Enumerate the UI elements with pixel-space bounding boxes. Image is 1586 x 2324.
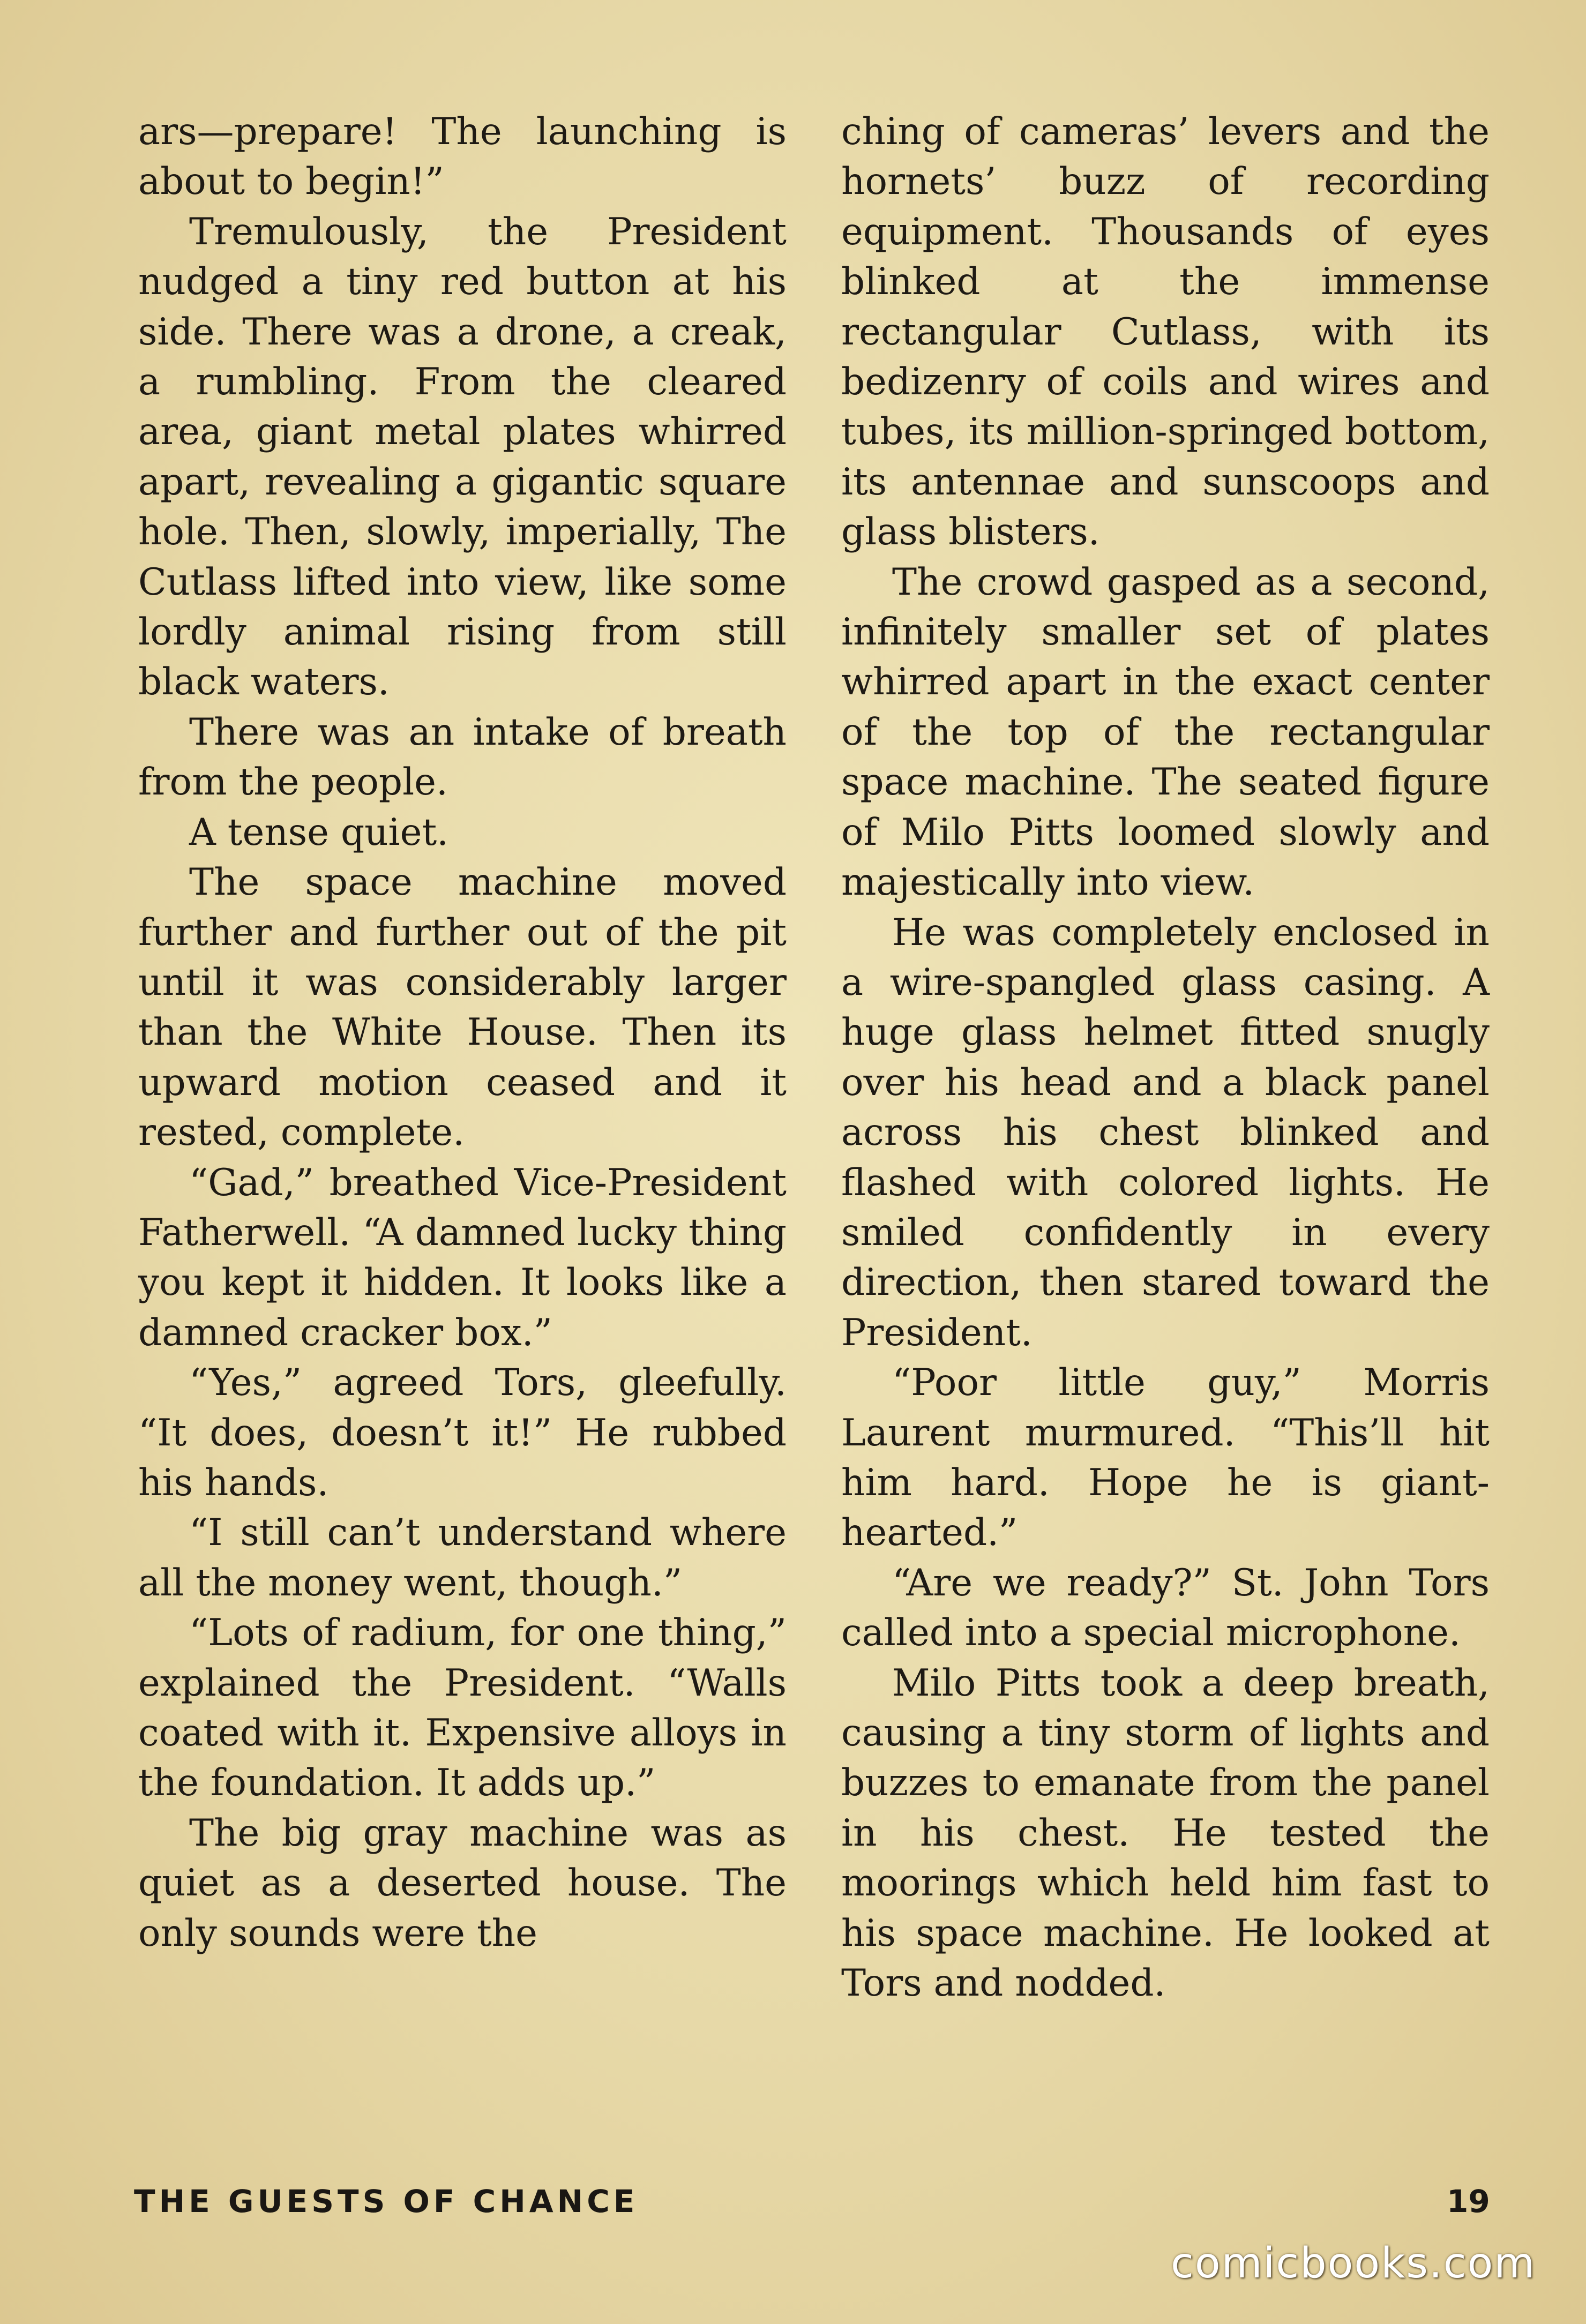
- paragraph: The crowd gasped as a second, infinitely smaller set of plates whirred apart in the exact center of the top of the rectangular space machine. The seated figure of Milo Pitts loomed slowly and majestically into view.: [841, 560, 1490, 904]
- paragraph: The big gray machine was as quiet as a deserted house. The only sounds were the: [138, 1811, 787, 1955]
- right-text-column: [841, 107, 1490, 2008]
- paragraph: Tremulously, the President nudged a tiny red button at his side. There was a drone, a creak, a rumbling. From the cleared area, giant metal plates whirred apart, revealing a gigantic square hole. Then, slowly, imperially, The Cutlass lifted into view, like some lordly animal rising from still black waters.: [138, 210, 787, 704]
- paragraph: He was completely enclosed in a wire-spangled glass casing. A huge glass helmet fitted snugly over his head and a black panel across his chest blinked and flashed with colored lights. He smiled confidently in every direction, then stared toward the President.: [841, 911, 1490, 1354]
- paragraph: Milo Pitts took a deep breath, causing a tiny storm of lights and buzzes to emanate from the panel in his chest. He tested the moorings which held him fast to his space machine. He looked at Tors and nodded.: [841, 1661, 1490, 2005]
- page-number: 19: [1447, 2183, 1490, 2220]
- paragraph: “I still can’t understand where all the money went, though.”: [138, 1511, 787, 1605]
- paragraph: A tense quiet.: [189, 811, 449, 854]
- paragraph: ching of cameras’ levers and the hornets’ buzz of recording equipment. Thousands of eyes blinked at the immense rectangular Cutlass, with its bedizenry of coils and wires and tubes, its million-springed bottom, its antennae and sunscoops and glass blisters.: [841, 110, 1490, 554]
- paragraph: There was an intake of breath from the people.: [138, 710, 787, 804]
- paragraph: “Poor little guy,” Morris Laurent murmured. “This’ll hit him hard. Hope he is giant-hearted.”: [841, 1361, 1490, 1555]
- site-watermark: comicbooks.com: [1171, 2239, 1536, 2288]
- paragraph: “Are we ready?” St. John Tors called into a special microphone.: [841, 1561, 1490, 1655]
- paragraph: “Yes,” agreed Tors, gleefully. “It does, doesn’t it!” He rubbed his hands.: [138, 1361, 787, 1504]
- paragraph: The space machine moved further and further out of the pit until it was considerably larger than the White House. Then its upward motion ceased and it rested, complete.: [138, 861, 787, 1154]
- running-title: THE GUESTS OF CHANCE: [134, 2183, 639, 2220]
- paragraph: “Gad,” breathed Vice-President Fatherwell. “A damned lucky thing you kept it hidden. It looks like a damned cracker box.”: [138, 1161, 787, 1354]
- paragraph: ars—prepare! The launching is about to begin!”: [138, 110, 787, 204]
- paragraph: “Lots of radium, for one thing,” explained the President. “Walls coated with it. Expensive alloys in the foundation. It adds up.”: [138, 1611, 787, 1805]
- left-text-column: [138, 107, 787, 1959]
